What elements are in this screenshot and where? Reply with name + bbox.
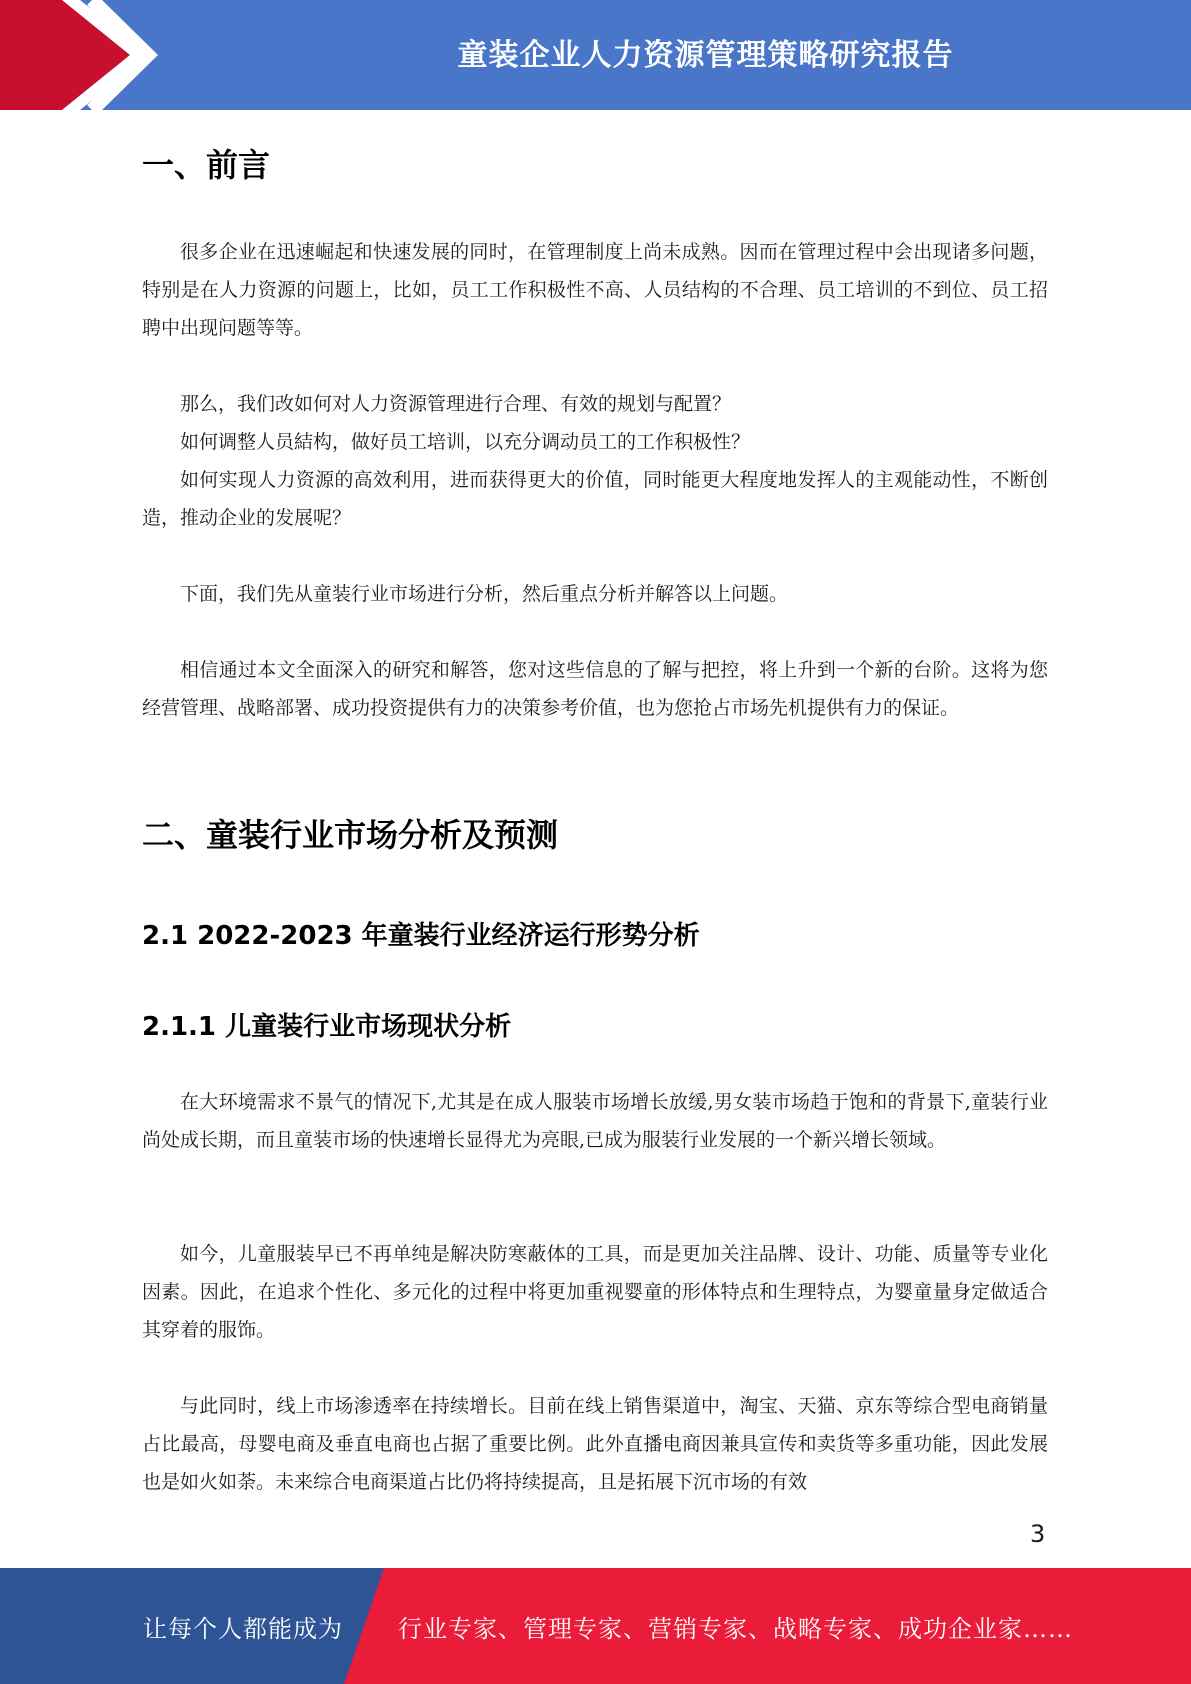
- subsection-heading: 2.1 2022-2023 年童装行业经济运行形势分析: [142, 921, 700, 951]
- paragraph: 在大环境需求不景气的情况下,尤其是在成人服装市场增长放缓,男女装市场趋于饱和的背景下,童装行业尚处成长期，而且童装市场的快速增长显得尤为亮眼,已成为服装行业发展的一个新兴增长领域。: [142, 1091, 1048, 1151]
- paragraph: 如何实现人力资源的高效利用，进而获得更大的价值，同时能更大程度地发挥人的主观能动性，不断创造，推动企业的发展呢？: [142, 469, 1048, 529]
- section-heading-preface: 一、前言: [142, 146, 271, 184]
- paragraph: 相信通过本文全面深入的研究和解答，您对这些信息的了解与把控，将上升到一个新的台阶。这将为您经营管理、战略部署、成功投资提供有力的决策参考价值，也为您抢占市场先机提供有力的保证。: [142, 659, 1048, 719]
- paragraph: 如何调整人员結构，做好员工培训，以充分调动员工的工作积极性？: [180, 431, 751, 453]
- footer-slogan: 让每个人都能成为: [143, 1614, 343, 1643]
- footer-roles: 行业专家、管理专家、营销专家、战略专家、成功企业家……: [398, 1614, 1073, 1643]
- report-title: 童装企业人力资源管理策略研究报告: [457, 38, 954, 73]
- paragraph: 如今，儿童服装早已不再单纯是解决防寒蔽体的工具，而是更加关注品牌、设计、功能、质量等专业化因素。因此，在追求个性化、多元化的过程中将更加重视婴童的形体特点和生理特点，为婴童量身定做适合其穿着的服饰。: [142, 1243, 1048, 1341]
- page-footer: [0, 1568, 1191, 1684]
- section-heading-market: 二、童装行业市场分析及预测: [142, 816, 559, 854]
- paragraph: 那么，我们改如何对人力资源管理进行合理、有效的规划与配置？: [180, 393, 732, 415]
- page-number: 3: [1030, 1520, 1046, 1548]
- page-header: [0, 0, 1191, 110]
- paragraph: 与此同时，线上市场渗透率在持续增长。目前在线上销售渠道中，淘宝、天猫、京东等综合型电商销量占比最高，母婴电商及垂直电商也占据了重要比例。此外直播电商因兼具宣传和卖货等多重功能，因此发展也是如火如荼。未来综合电商渠道占比仍将持续提高，且是拓展下沉市场的有效: [142, 1395, 1048, 1493]
- subsubsection-heading: 2.1.1 儿童装行业市场现状分析: [142, 1012, 512, 1042]
- paragraph: 很多企业在迅速崛起和快速发展的同时，在管理制度上尚未成熟。因而在管理过程中会出现诸多问题，特别是在人力资源的问题上，比如，员工工作积极性不高、人员结构的不合理、员工培训的不到位、员工招聘中出现问题等等。: [142, 241, 1048, 339]
- paragraph: 下面，我们先从童装行业市场进行分析，然后重点分析并解答以上问题。: [180, 583, 789, 605]
